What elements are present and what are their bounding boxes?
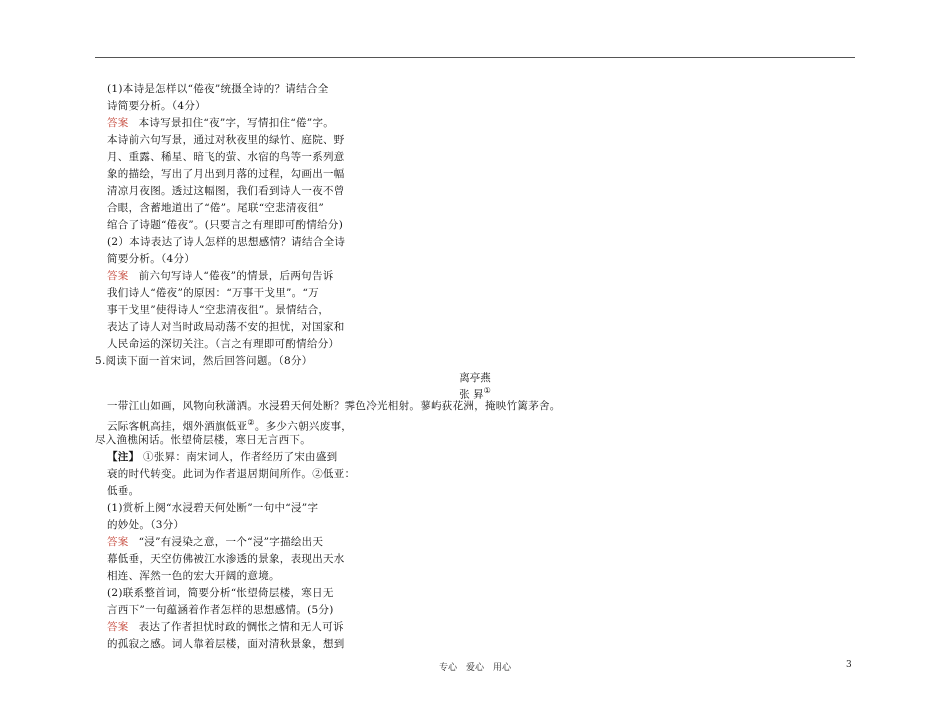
notes-line-1	[107, 450, 337, 464]
answer-label: 答案	[107, 270, 129, 282]
poem-line-2	[107, 416, 352, 434]
answer-1-line-2: 本诗前六句写景，通过对秋夜里的绿竹、庭院、野	[107, 134, 345, 146]
question-2-line-2: 简要分析。（4分）	[107, 253, 196, 265]
answer-5-2-line-1	[107, 620, 344, 634]
question-2-line-1: (2）本诗表达了诗人怎样的思想感情？请结合全诗	[107, 236, 346, 248]
notes-line-2: 衰的时代转变。此词为作者退居期间所作。②低亚：	[107, 468, 356, 480]
answer-5-2-line-2: 的孤寂之感。词人靠着层楼，面对清秋景象，想到	[107, 638, 345, 650]
footnote-marker-2: ②	[247, 418, 255, 427]
answer-5-1-line-2: 幕低垂，天空仿佛被江水渗透的景象，表现出天水	[107, 553, 345, 565]
answer-1-line-1	[107, 116, 334, 130]
poem-line-1: 一带江山如画，风物向秋潇洒。水浸碧天何处断？霁色冷光相射。蓼屿荻花洲，掩映竹篱茅舍。	[107, 400, 561, 412]
footnote-marker-1: ①	[483, 386, 491, 395]
answer-1-text-1: 本诗写景扣住“夜”字，写情扣住“倦”字。	[138, 117, 335, 129]
answer-1-line-4: 象的描绘，写出了月出到月落的过程，勾画出一幅	[107, 168, 345, 180]
question-5-2-line-1: (2)联系整首词，简要分析“怅望倚层楼，寒日无	[107, 587, 334, 599]
answer-5-1-text-1: “浸”有浸染之意，一个“浸”字描绘出天	[138, 536, 324, 548]
question-5-heading: 5.阅读下面一首宋词，然后回答问题。（8分）	[95, 355, 313, 367]
answer-2-text-1: 前六句写诗人“倦夜”的情景，后两句告诉	[138, 270, 334, 282]
answer-5-1-line-1	[107, 535, 323, 549]
notes-line-3: 低垂。	[107, 485, 140, 497]
question-1-line-2: 诗简要分析。（4分）	[107, 100, 206, 112]
page-number: 3	[846, 660, 852, 670]
poem-line-2-part-2: 。多少六朝兴废事，	[254, 420, 353, 433]
answer-label: 答案	[107, 621, 129, 633]
question-1-line-1: (1)本诗是怎样以“倦夜”统摄全诗的？请结合全	[107, 83, 329, 95]
notes-label: 【注】	[107, 451, 140, 463]
poem-author: 张 昪	[459, 388, 484, 401]
question-5-2-line-2: 言西下”一句蕴涵着作者怎样的思想感情。(5分)	[107, 604, 334, 616]
answer-2-line-4: 表达了诗人对当时政局动荡不安的担忧，对国家和	[107, 321, 345, 333]
answer-1-line-6: 合眼，含蓄地道出了“倦”。尾联“空悲清夜徂”	[107, 202, 325, 214]
poem-title: 离亭燕	[459, 372, 491, 384]
footer-slogan: 专心 爱心 用心	[438, 663, 511, 673]
answer-2-line-2: 我们诗人“倦夜”的原因：“万事干戈里”。“万	[107, 287, 319, 299]
answer-1-line-5: 清凉月夜图。透过这幅图，我们看到诗人一夜不曾	[107, 185, 345, 197]
answer-label: 答案	[107, 536, 129, 548]
question-5-1-line-1: (1)赏析上阕“水浸碧天何处断”一句中“浸”字	[107, 502, 319, 514]
header-rule	[95, 57, 855, 58]
answer-2-line-3: 事干戈里”使得诗人“空悲清夜徂”。景情结合，	[107, 304, 330, 316]
poem-line-2-part-1: 云际客帆高挂，烟外酒旗低亚	[107, 420, 248, 433]
answer-1-line-7: 绾合了诗题“倦夜”。(只要言之有理即可酌情给分)	[107, 219, 344, 231]
notes-text-1: ①张昪：南宋词人，作者经历了宋由盛到	[143, 451, 338, 463]
answer-1-line-3: 月、重露、稀星、暗飞的萤、水宿的鸟等一系列意	[107, 151, 345, 163]
answer-2-line-1	[107, 269, 334, 283]
answer-label: 答案	[107, 117, 129, 129]
answer-2-line-5: 人民命运的深切关注。（言之有理即可酌情给分）	[107, 338, 340, 350]
answer-5-1-line-3: 相连、浑然一色的宏大开阔的意境。	[107, 570, 280, 582]
question-5-1-line-2: 的妙处。（3分）	[107, 519, 185, 531]
poem-line-3: 尽入渔樵闲话。怅望倚层楼，寒日无言西下。	[95, 434, 311, 446]
answer-5-2-text-1: 表达了作者担忧时政的惆怅之情和无人可诉	[138, 621, 344, 633]
